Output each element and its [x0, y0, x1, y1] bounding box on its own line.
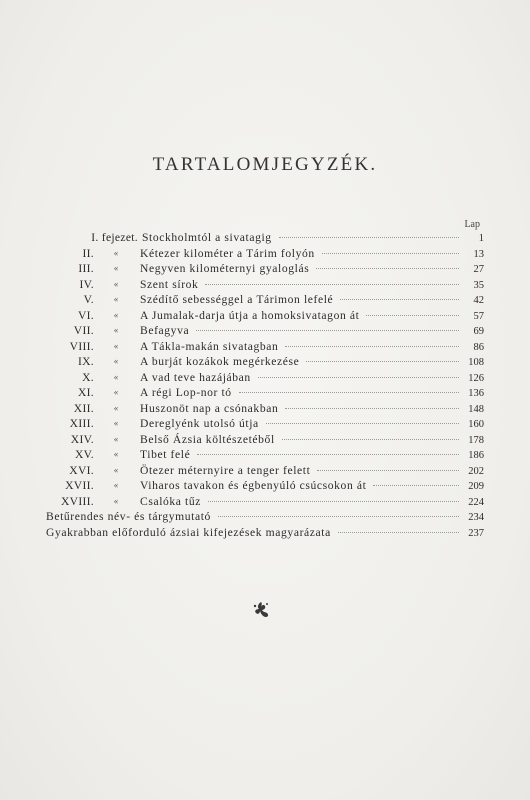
- chapter-number: XVI.: [69, 463, 94, 477]
- ditto-mark: «: [113, 449, 119, 459]
- toc-row: [38, 339, 484, 355]
- dot-leader: [322, 253, 459, 254]
- page-column-header: Lap: [464, 219, 480, 230]
- page-number: 209: [468, 481, 484, 492]
- chapter-number: XI.: [77, 386, 94, 399]
- dot-leader: [317, 470, 459, 471]
- chapter-title: Negyven kilométernyi gyaloglás: [140, 262, 310, 275]
- ditto-mark: «: [113, 247, 119, 258]
- toc-entry: [140, 370, 484, 387]
- ditto-mark: «: [113, 278, 119, 289]
- appendix-title: Betűrendes név- és tárgymutató: [46, 510, 211, 523]
- ditto-mark: «: [113, 495, 119, 506]
- chapter-title: Stockholmtól a sivatagig: [142, 231, 272, 244]
- toc-row: [38, 478, 484, 494]
- toc-row: [38, 447, 484, 463]
- ditto-mark: «: [113, 418, 119, 428]
- printer-fleuron-icon: [250, 600, 272, 620]
- chapter-number: XVII.: [65, 479, 94, 492]
- toc-entry: [140, 339, 484, 356]
- page-number: 42: [473, 295, 484, 306]
- chapter-number: VI.: [77, 308, 94, 322]
- chapter-number: XV.: [74, 448, 94, 461]
- toc-entry: [140, 432, 484, 449]
- dot-leader: [258, 377, 459, 378]
- toc-row: [38, 354, 484, 370]
- toc-row: [38, 385, 484, 401]
- toc-row: [38, 323, 484, 339]
- chapter-title: Szédítő sebességgel a Tárimon lefelé: [140, 293, 334, 306]
- chapter-number: X.: [82, 370, 94, 384]
- page-number: 234: [468, 512, 484, 523]
- page-number: 136: [468, 388, 484, 399]
- toc-entry: [140, 246, 484, 263]
- toc-row: [38, 509, 484, 525]
- page-title: TARTALOMJEGYZÉK.: [152, 154, 378, 175]
- dot-leader: [218, 516, 459, 517]
- chapter-title: A vad teve hazájában: [140, 370, 251, 384]
- chapter-title: Tibet felé: [140, 448, 191, 461]
- chapter-number: II.: [82, 246, 94, 260]
- chapter-number: III.: [78, 262, 94, 275]
- page-number: 148: [468, 403, 484, 415]
- dot-leader: [285, 408, 459, 409]
- chapter-title: Huszonöt nap a csónakban: [140, 401, 279, 415]
- toc-row: [38, 432, 484, 448]
- toc-row: [38, 463, 484, 479]
- dot-leader: [338, 532, 459, 533]
- chapter-title: Ötezer méternyire a tenger felett: [140, 463, 311, 477]
- appendix-title: Gyakrabban előforduló ázsiai kifejezések magyarázata: [46, 525, 331, 539]
- page-number: 27: [473, 264, 484, 275]
- dot-leader: [239, 392, 459, 393]
- chapter-title: Dereglyénk utolsó útja: [140, 417, 259, 430]
- chapter-title: Befagyva: [140, 324, 190, 337]
- dot-leader: [197, 454, 459, 455]
- chapter-title: Szent sírok: [140, 277, 199, 291]
- toc-row: [38, 261, 484, 277]
- toc-entry: [140, 277, 484, 294]
- dot-leader: [373, 485, 459, 486]
- toc-row: [38, 370, 484, 386]
- toc-entry: [140, 463, 484, 480]
- page-number: 13: [473, 248, 484, 260]
- chapter-number: XIII.: [69, 417, 94, 430]
- page-number: 35: [473, 279, 484, 291]
- toc-entry: [140, 416, 484, 433]
- chapter-number: V.: [83, 293, 94, 306]
- chapter-title: A Tákla-makán sivatagban: [140, 339, 279, 353]
- toc-row: [38, 525, 484, 541]
- chapter-title: Kétezer kilométer a Tárim folyón: [140, 246, 315, 260]
- ditto-mark: «: [113, 387, 119, 397]
- chapter-title: A Jumalak-darja útja a homoksivatagon át: [140, 308, 360, 322]
- toc-row: [38, 292, 484, 308]
- page-number: 69: [473, 326, 484, 337]
- dot-leader: [316, 268, 459, 269]
- toc-entry: [140, 354, 484, 371]
- page-number: 57: [473, 310, 484, 322]
- chapter-title: A régi Lop-nor tó: [140, 386, 232, 399]
- page-number: 108: [468, 357, 484, 368]
- toc-entry: [142, 230, 484, 247]
- dot-leader: [366, 315, 459, 316]
- ditto-mark: «: [113, 433, 119, 444]
- chapter-number: VII.: [73, 324, 94, 337]
- ditto-mark: «: [113, 402, 119, 413]
- toc-entry: [140, 292, 484, 309]
- dot-leader: [306, 361, 459, 362]
- toc-row: [38, 277, 484, 293]
- toc-entry: [140, 494, 484, 511]
- chapter-title: Viharos tavakon és égbenyúló csúcsokon át: [140, 479, 367, 492]
- ditto-mark: «: [113, 371, 119, 382]
- toc-entry: [140, 261, 484, 278]
- chapter-title: Belső Ázsia költészetéből: [140, 432, 275, 446]
- toc-entry: [46, 525, 484, 542]
- ditto-mark: «: [113, 464, 119, 475]
- toc-row: [38, 416, 484, 432]
- ditto-mark: «: [113, 294, 119, 304]
- toc-entry: [140, 323, 484, 340]
- dot-leader: [279, 237, 459, 238]
- page-number: 224: [468, 496, 484, 508]
- page-number: 186: [468, 450, 484, 461]
- chapter-number: XII.: [73, 401, 94, 415]
- page-number: 237: [468, 527, 484, 539]
- dot-leader: [266, 423, 459, 424]
- dot-leader: [208, 501, 459, 502]
- dot-leader: [282, 439, 459, 440]
- toc-entry: [140, 385, 484, 402]
- toc-row: [38, 401, 484, 417]
- dot-leader: [340, 299, 459, 300]
- page-number: 126: [468, 372, 484, 384]
- toc-row: [38, 494, 484, 510]
- toc-row: [38, 230, 484, 246]
- toc-row: [38, 308, 484, 324]
- chapter-number: IV.: [79, 277, 94, 291]
- chapter-number: I. fejezet.: [91, 231, 138, 244]
- ditto-mark: «: [113, 480, 119, 490]
- toc-entry: [140, 478, 484, 495]
- toc-entry: [140, 401, 484, 418]
- ditto-mark: «: [113, 325, 119, 335]
- ditto-mark: «: [113, 309, 119, 320]
- toc-entry: [46, 509, 484, 526]
- table-of-contents: [38, 230, 484, 540]
- toc-entry: [140, 308, 484, 325]
- ditto-mark: «: [113, 340, 119, 351]
- page-number: 202: [468, 465, 484, 477]
- chapter-number: IX.: [77, 355, 94, 368]
- toc-row: [38, 246, 484, 262]
- chapter-title: A burját kozákok megérkezése: [140, 355, 300, 368]
- toc-entry: [140, 447, 484, 464]
- ditto-mark: «: [113, 356, 119, 366]
- page-number: 86: [473, 341, 484, 353]
- chapter-number: XVIII.: [60, 494, 94, 508]
- chapter-number: XIV.: [70, 432, 94, 446]
- dot-leader: [205, 284, 459, 285]
- page-number: 1: [478, 233, 484, 244]
- page-number: 160: [468, 419, 484, 430]
- dot-leader: [285, 346, 459, 347]
- ditto-mark: «: [113, 263, 119, 273]
- chapter-title: Csalóka tűz: [140, 494, 202, 508]
- chapter-number: VIII.: [69, 339, 94, 353]
- dot-leader: [196, 330, 459, 331]
- page-number: 178: [468, 434, 484, 446]
